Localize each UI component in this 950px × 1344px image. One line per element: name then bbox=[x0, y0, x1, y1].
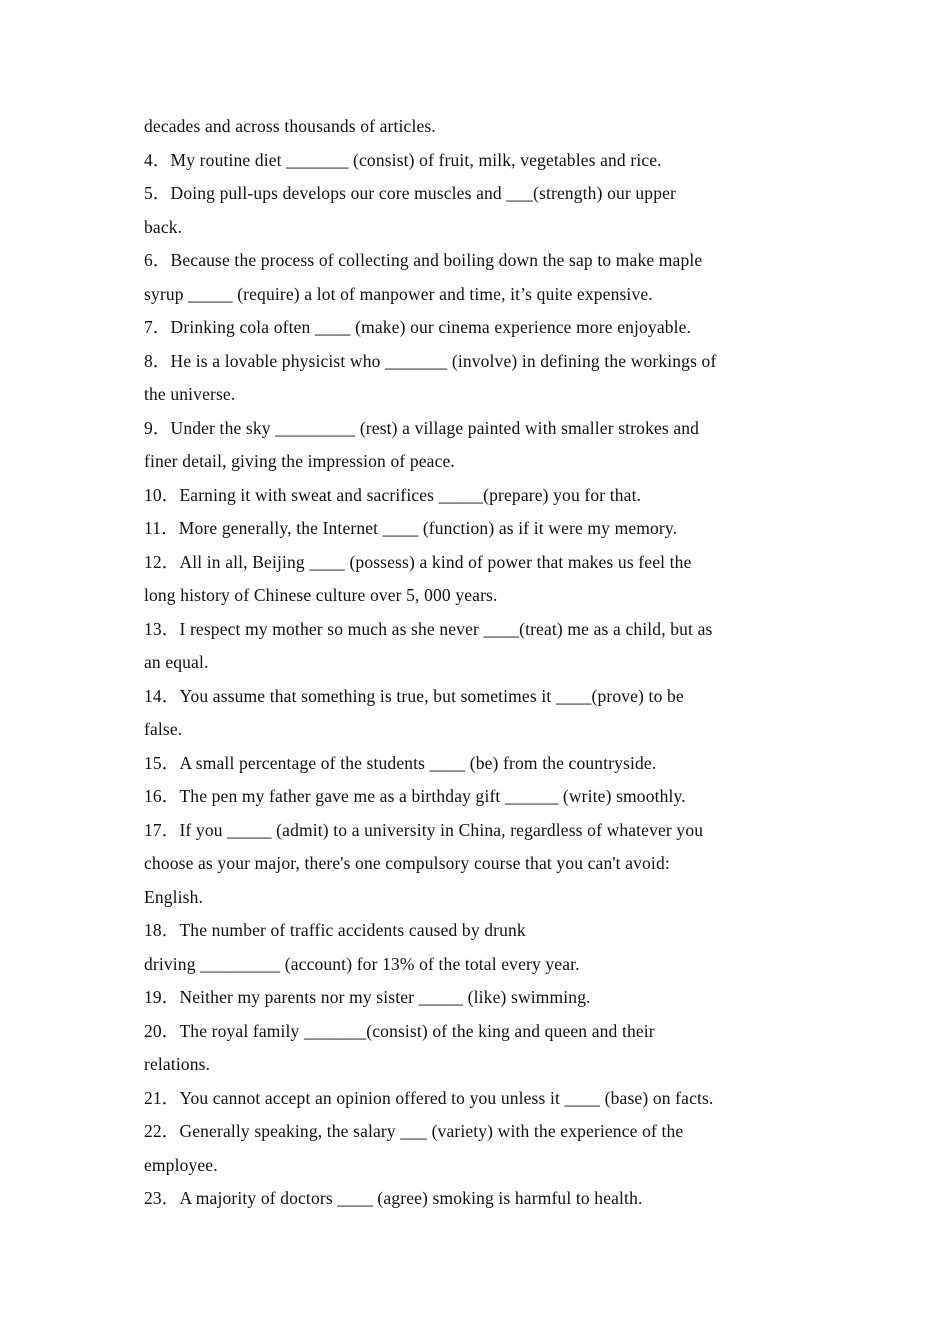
question-7: 7．Drinking cola often ____ (make) our cinema experience more enjoyable. bbox=[144, 317, 692, 337]
question-6: 6．Because the process of collecting and boiling down the sap to make maple bbox=[144, 250, 703, 270]
question-14-continuation: false. bbox=[144, 719, 183, 739]
question-22-continuation: employee. bbox=[144, 1154, 218, 1175]
question-11: 11．More generally, the Internet ____ (function) as if it were my memory. bbox=[144, 518, 678, 538]
question-18: 18．The number of traffic accidents caused by drunk bbox=[144, 920, 526, 940]
question-12-continuation: long history of Chinese culture over 5, 000 years. bbox=[144, 585, 498, 605]
question-15: 15．A small percentage of the students ____ (be) from the countryside. bbox=[144, 752, 657, 773]
question-8: 8．He is a lovable physicist who _______ (involve) in defining the workings of bbox=[144, 350, 717, 371]
question-5-continuation: back. bbox=[144, 216, 183, 237]
question-12: 12．All in all, Beijing ____ (possess) a kind of power that makes us feel the bbox=[144, 551, 692, 572]
question-8-continuation: the universe. bbox=[144, 384, 236, 404]
question-17: 17．If you _____ (admit) to a university in China, regardless of whatever you bbox=[144, 819, 704, 840]
question-20-continuation: relations. bbox=[144, 1054, 211, 1074]
question-19: 19．Neither my parents nor my sister _____ (like) swimming. bbox=[144, 987, 591, 1007]
question-18-continuation: driving _________ (account) for 13% of the total every year. bbox=[144, 953, 580, 974]
question-20: 20．The royal family _______(consist) of the king and queen and their bbox=[144, 1020, 655, 1041]
question-9: 9．Under the sky _________ (rest) a village painted with smaller strokes and bbox=[144, 417, 700, 438]
question-16: 16．The pen my father gave me as a birthday gift ______ (write) smoothly. bbox=[144, 786, 686, 806]
question-23: 23．A majority of doctors ____ (agree) smoking is harmful to health. bbox=[144, 1188, 643, 1208]
question-21: 21．You cannot accept an opinion offered to you unless it ____ (base) on facts. bbox=[144, 1087, 714, 1108]
question-17-continuation-2: English. bbox=[144, 886, 204, 907]
question-10: 10．Earning it with sweat and sacrifices _____(prepare) you for that. bbox=[144, 484, 642, 505]
question-3-continuation: decades and across thousands of articles. bbox=[144, 116, 436, 136]
question-9-continuation: finer detail, giving the impression of peace. bbox=[144, 451, 455, 471]
question-17-continuation-1: choose as your major, there's one compulsory course that you can't avoid: bbox=[144, 853, 670, 873]
question-13: 13．I respect my mother so much as she never ____(treat) me as a child, but as bbox=[144, 618, 713, 639]
question-14: 14．You assume that something is true, but sometimes it ____(prove) to be bbox=[144, 685, 684, 706]
question-13-continuation: an equal. bbox=[144, 652, 209, 672]
question-6-continuation: syrup _____ (require) a lot of manpower and time, it’s quite expensive. bbox=[144, 283, 653, 304]
question-4: 4．My routine diet _______ (consist) of fruit, milk, vegetables and rice. bbox=[144, 149, 662, 170]
document-page bbox=[144, 110, 816, 1216]
question-5: 5．Doing pull-ups develops our core muscles and ___(strength) our upper bbox=[144, 183, 676, 203]
question-22: 22．Generally speaking, the salary ___ (variety) with the experience of the bbox=[144, 1121, 684, 1141]
